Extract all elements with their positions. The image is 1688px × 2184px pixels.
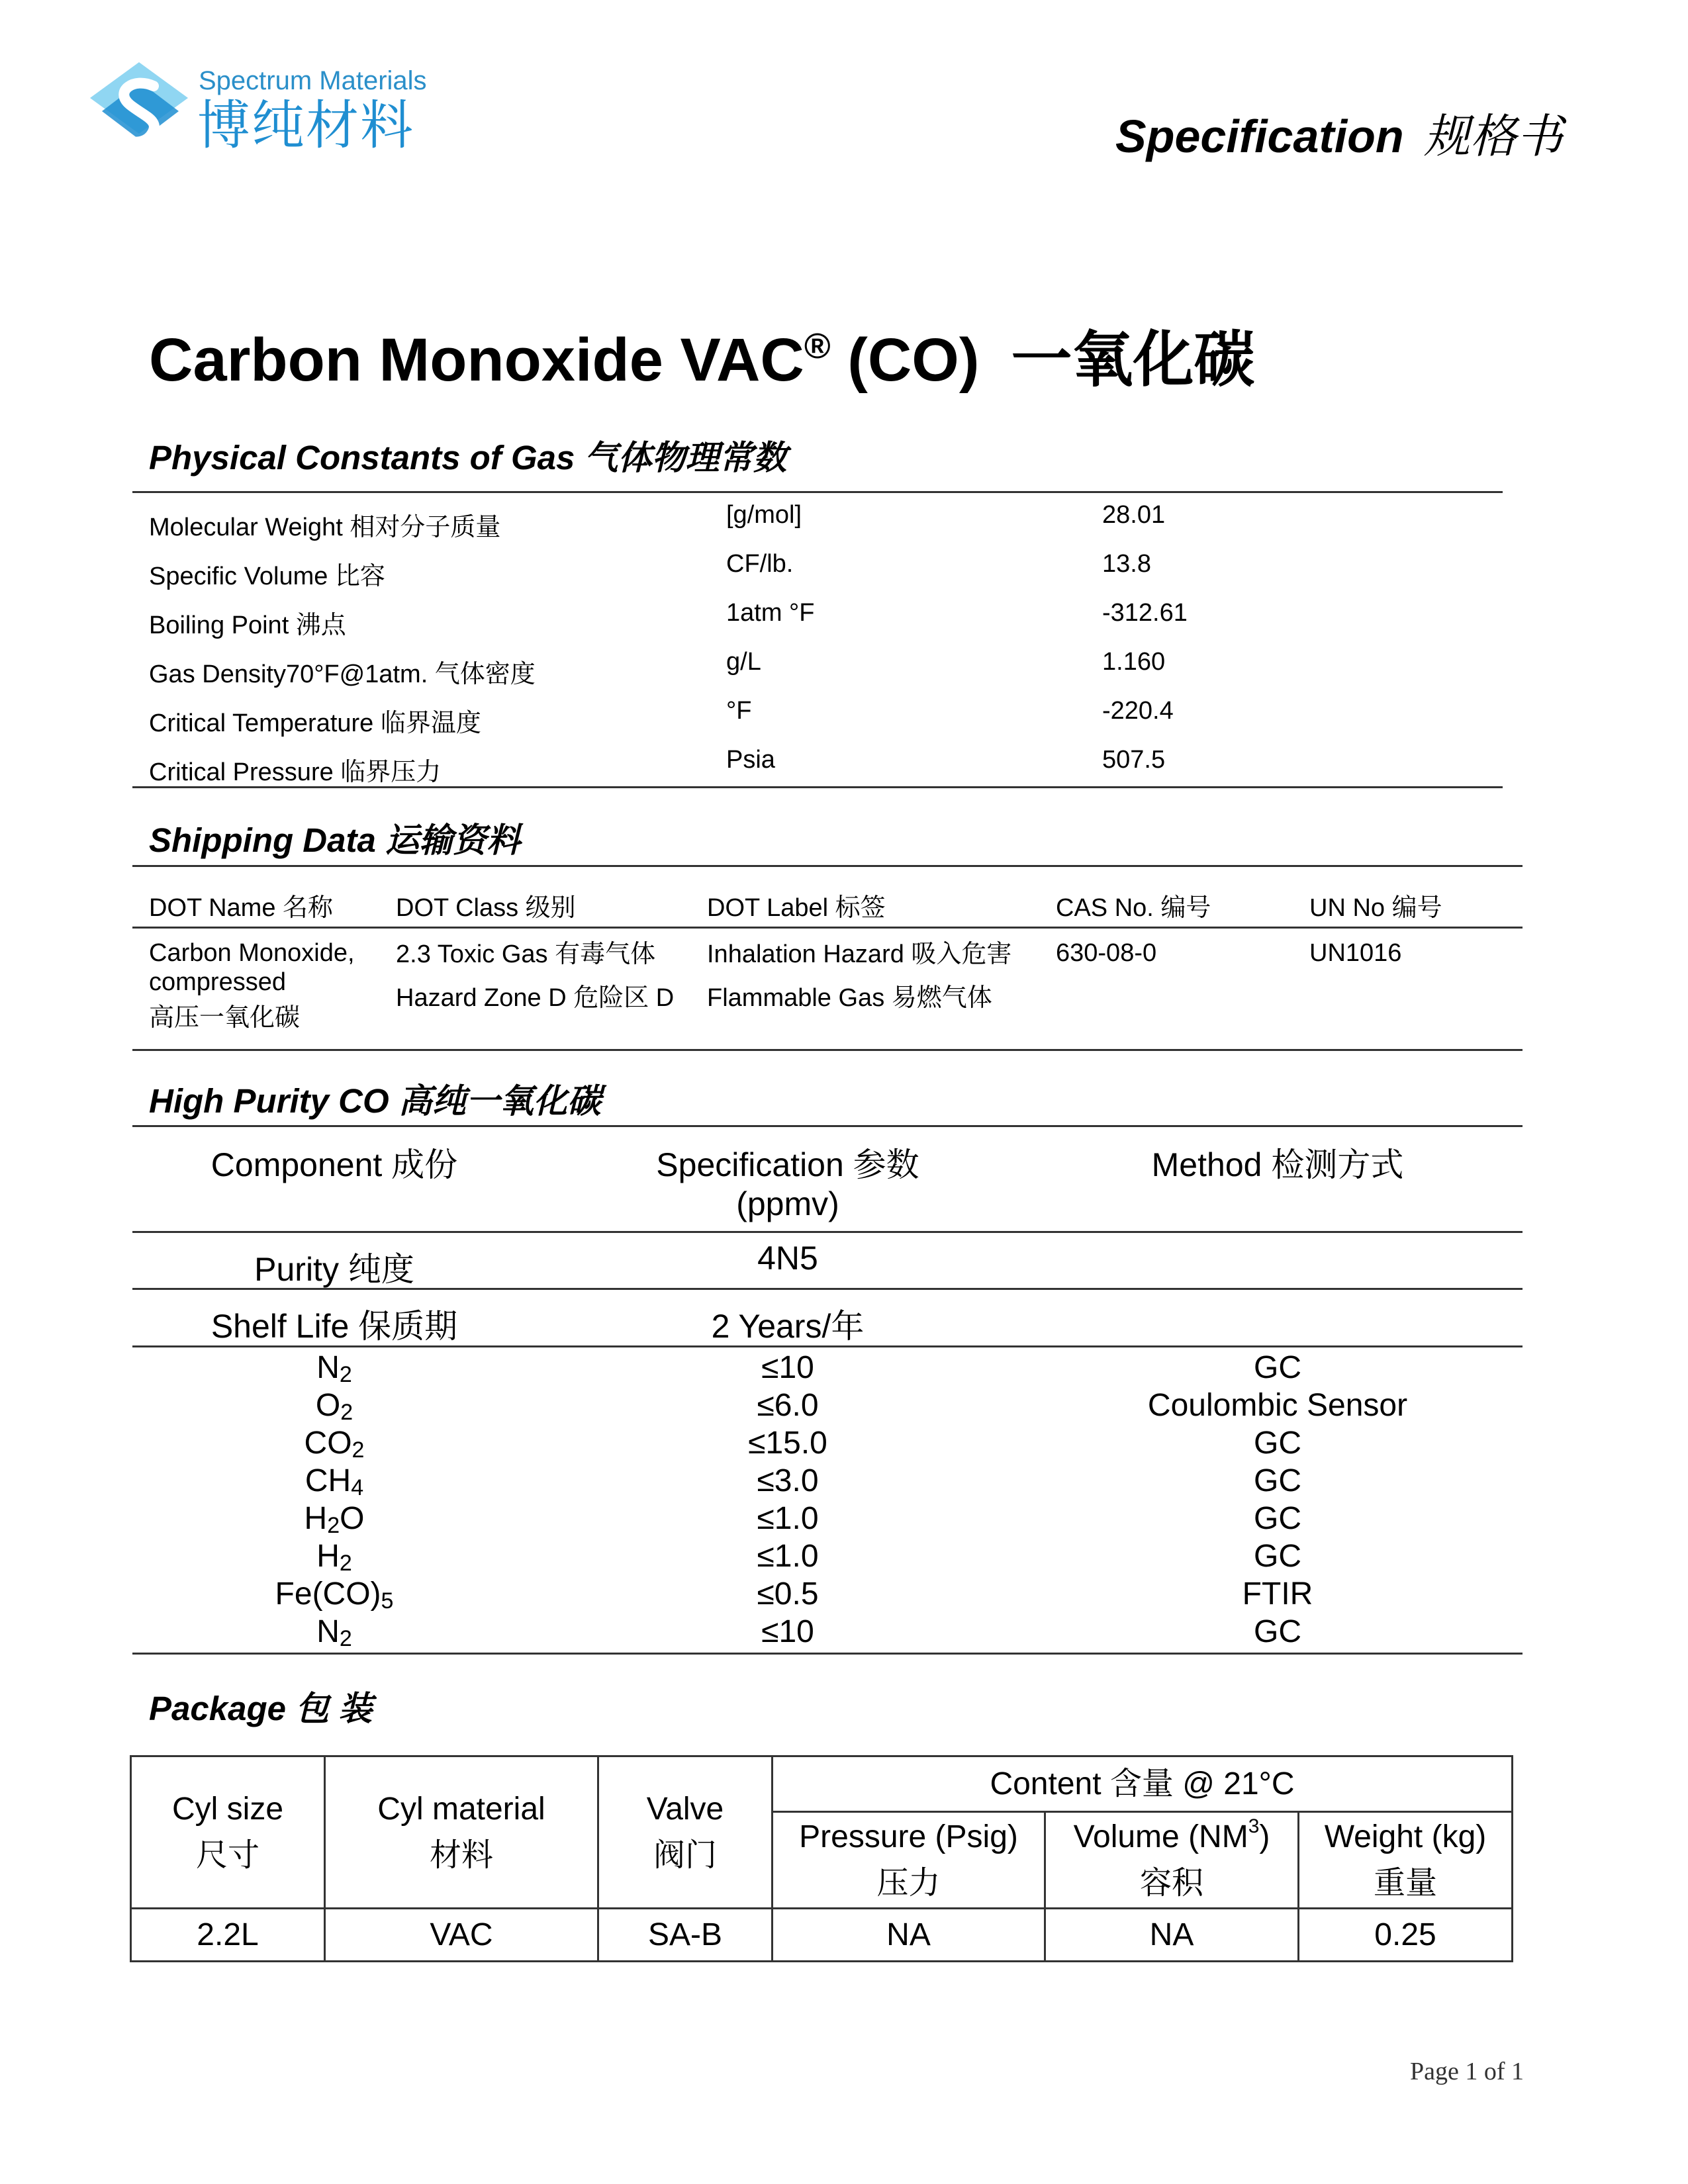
component-spec: ≤0.5	[757, 1576, 819, 1612]
constant-row	[0, 501, 1688, 550]
product-title	[149, 311, 1255, 398]
header-divider	[132, 927, 1523, 929]
constant-label: Specific Volume 比容	[149, 563, 385, 590]
section-divider	[132, 1125, 1523, 1127]
dot-label-line: Flammable Gas 易燃气体	[707, 984, 992, 1012]
section-divider	[132, 786, 1503, 788]
constant-unit: g/L	[726, 648, 761, 676]
constant-row	[0, 697, 1688, 746]
cyl-size-value: 2.2L	[131, 1909, 325, 1962]
constant-row	[0, 648, 1688, 697]
component-method: Coulombic Sensor	[1147, 1388, 1408, 1423]
content-header: Content 含量 @ 21°C	[773, 1756, 1513, 1812]
physical-constants-heading: Physical Constants of Gas 气体物理常数	[149, 439, 787, 477]
shelf-life-label: Shelf Life 保质期	[211, 1308, 458, 1345]
component-method: GC	[1254, 1539, 1301, 1574]
component-name: $N_2$	[316, 1614, 352, 1651]
header-divider	[132, 1231, 1523, 1233]
constant-label: Critical Pressure 临界压力	[149, 758, 442, 786]
constant-value: -220.4	[1102, 697, 1174, 725]
dot-class-line: 2.3 Toxic Gas 有毒气体	[396, 940, 656, 968]
product-name: Carbon Monoxide VAC	[149, 326, 804, 394]
valve-header: Valve 阀门	[598, 1756, 773, 1909]
valve-value: SA-B	[598, 1909, 773, 1962]
component-name: $H_2O$	[304, 1501, 365, 1538]
dot-class-header: DOT Class 级别	[396, 894, 576, 922]
spec-title-zh: 规格书	[1423, 111, 1563, 162]
spectrum-materials-logo-icon	[87, 57, 193, 163]
pressure-value: NA	[773, 1909, 1045, 1962]
constant-value: 13.8	[1102, 550, 1151, 578]
un-number-header: UN No 编号	[1309, 894, 1442, 922]
cas-number-value: 630-08-0	[1056, 939, 1157, 967]
component-name: $N_2$	[316, 1350, 352, 1387]
method-header: Method 检测方式	[1151, 1146, 1404, 1183]
cyl-material-header: Cyl material 材料	[325, 1756, 598, 1909]
constant-value: -312.61	[1102, 599, 1188, 627]
purity-label: Purity 纯度	[254, 1251, 414, 1288]
dot-name-line: compressed	[149, 968, 286, 996]
section-divider	[132, 491, 1503, 493]
component-name: $CH_4$	[305, 1463, 364, 1500]
constant-unit: [g/mol]	[726, 501, 802, 529]
constant-row	[0, 550, 1688, 599]
component-header: Component 成份	[211, 1146, 458, 1183]
component-spec: ≤1.0	[757, 1501, 819, 1536]
constant-unit: °F	[726, 697, 752, 725]
un-number-value: UN1016	[1309, 939, 1402, 967]
component-method: GC	[1254, 1463, 1301, 1498]
section-divider	[132, 1653, 1523, 1655]
component-name: $CO_2$	[304, 1426, 365, 1463]
dot-class-line: Hazard Zone D 危险区 D	[396, 984, 675, 1012]
cyl-size-header: Cyl size 尺寸	[131, 1756, 325, 1909]
component-spec: ≤1.0	[757, 1539, 819, 1574]
row-divider	[132, 1345, 1523, 1347]
logo-text-zh: 博纯材料	[197, 96, 414, 155]
constant-unit: Psia	[726, 746, 775, 774]
specification-unit: (ppmv)	[736, 1185, 839, 1222]
section-divider	[132, 1049, 1523, 1051]
constant-label: Critical Temperature 临界温度	[149, 709, 481, 737]
constant-value: 28.01	[1102, 501, 1166, 529]
component-method: FTIR	[1242, 1576, 1313, 1612]
constant-label: Boiling Point 沸点	[149, 612, 346, 639]
dot-label-line: Inhalation Hazard 吸入危害	[707, 940, 1012, 968]
weight-header: Weight (kg) 重量	[1299, 1812, 1513, 1909]
constant-label: Molecular Weight 相对分子质量	[149, 514, 501, 541]
component-spec: ≤15.0	[748, 1426, 827, 1461]
component-spec: ≤6.0	[757, 1388, 819, 1423]
section-divider	[132, 865, 1523, 867]
component-spec: ≤10	[761, 1614, 814, 1649]
logo-text-en: Spectrum Materials	[199, 66, 427, 95]
volume-header: Volume $(NM^3)$ 容积	[1045, 1812, 1299, 1909]
component-name: $H_2$	[316, 1539, 352, 1576]
shipping-data-heading: Shipping Data 运输资料	[149, 821, 521, 859]
component-name: $Fe(CO)_5$	[275, 1576, 394, 1614]
constant-value: 1.160	[1102, 648, 1166, 676]
package-heading: Package 包 装	[149, 1690, 373, 1727]
registered-mark: ®	[804, 326, 831, 366]
component-method: GC	[1254, 1614, 1301, 1649]
package-table	[130, 1755, 1513, 1962]
constant-value: 507.5	[1102, 746, 1166, 774]
high-purity-heading: High Purity CO 高纯一氧化碳	[149, 1082, 601, 1120]
page-number: Page 1 of 1	[1410, 2058, 1524, 2085]
row-divider	[132, 1288, 1523, 1290]
specification-header: Specification 参数	[656, 1146, 919, 1183]
weight-value: 0.25	[1299, 1909, 1513, 1962]
purity-value: 4N5	[757, 1240, 818, 1277]
shelf-life-value: 2 Years/年	[711, 1308, 865, 1345]
component-method: GC	[1254, 1501, 1301, 1536]
dot-name-line: 高压一氧化碳	[149, 1004, 301, 1032]
component-method: GC	[1254, 1350, 1301, 1385]
dot-name-line: Carbon Monoxide,	[149, 939, 355, 967]
cas-number-header: CAS No. 编号	[1056, 894, 1211, 922]
constant-label: Gas Density70°F@1atm. 气体密度	[149, 660, 536, 688]
component-spec: ≤10	[761, 1350, 814, 1385]
pressure-header: Pressure (Psig) 压力	[773, 1812, 1045, 1909]
product-formula: (CO)	[830, 326, 980, 394]
spec-title-en: Specification	[1115, 111, 1404, 162]
document-type-title	[1115, 99, 1563, 166]
product-name-zh: 一氧化碳	[1011, 326, 1255, 394]
dot-label-header: DOT Label 标签	[707, 894, 886, 922]
constant-row	[0, 599, 1688, 648]
cyl-material-value: VAC	[325, 1909, 598, 1962]
component-spec: ≤3.0	[757, 1463, 819, 1498]
component-name: $O_2$	[315, 1388, 353, 1425]
component-method: GC	[1254, 1426, 1301, 1461]
constant-unit: CF/lb.	[726, 550, 794, 578]
dot-name-header: DOT Name 名称	[149, 894, 334, 922]
volume-value: NA	[1045, 1909, 1299, 1962]
constant-unit: 1atm °F	[726, 599, 815, 627]
